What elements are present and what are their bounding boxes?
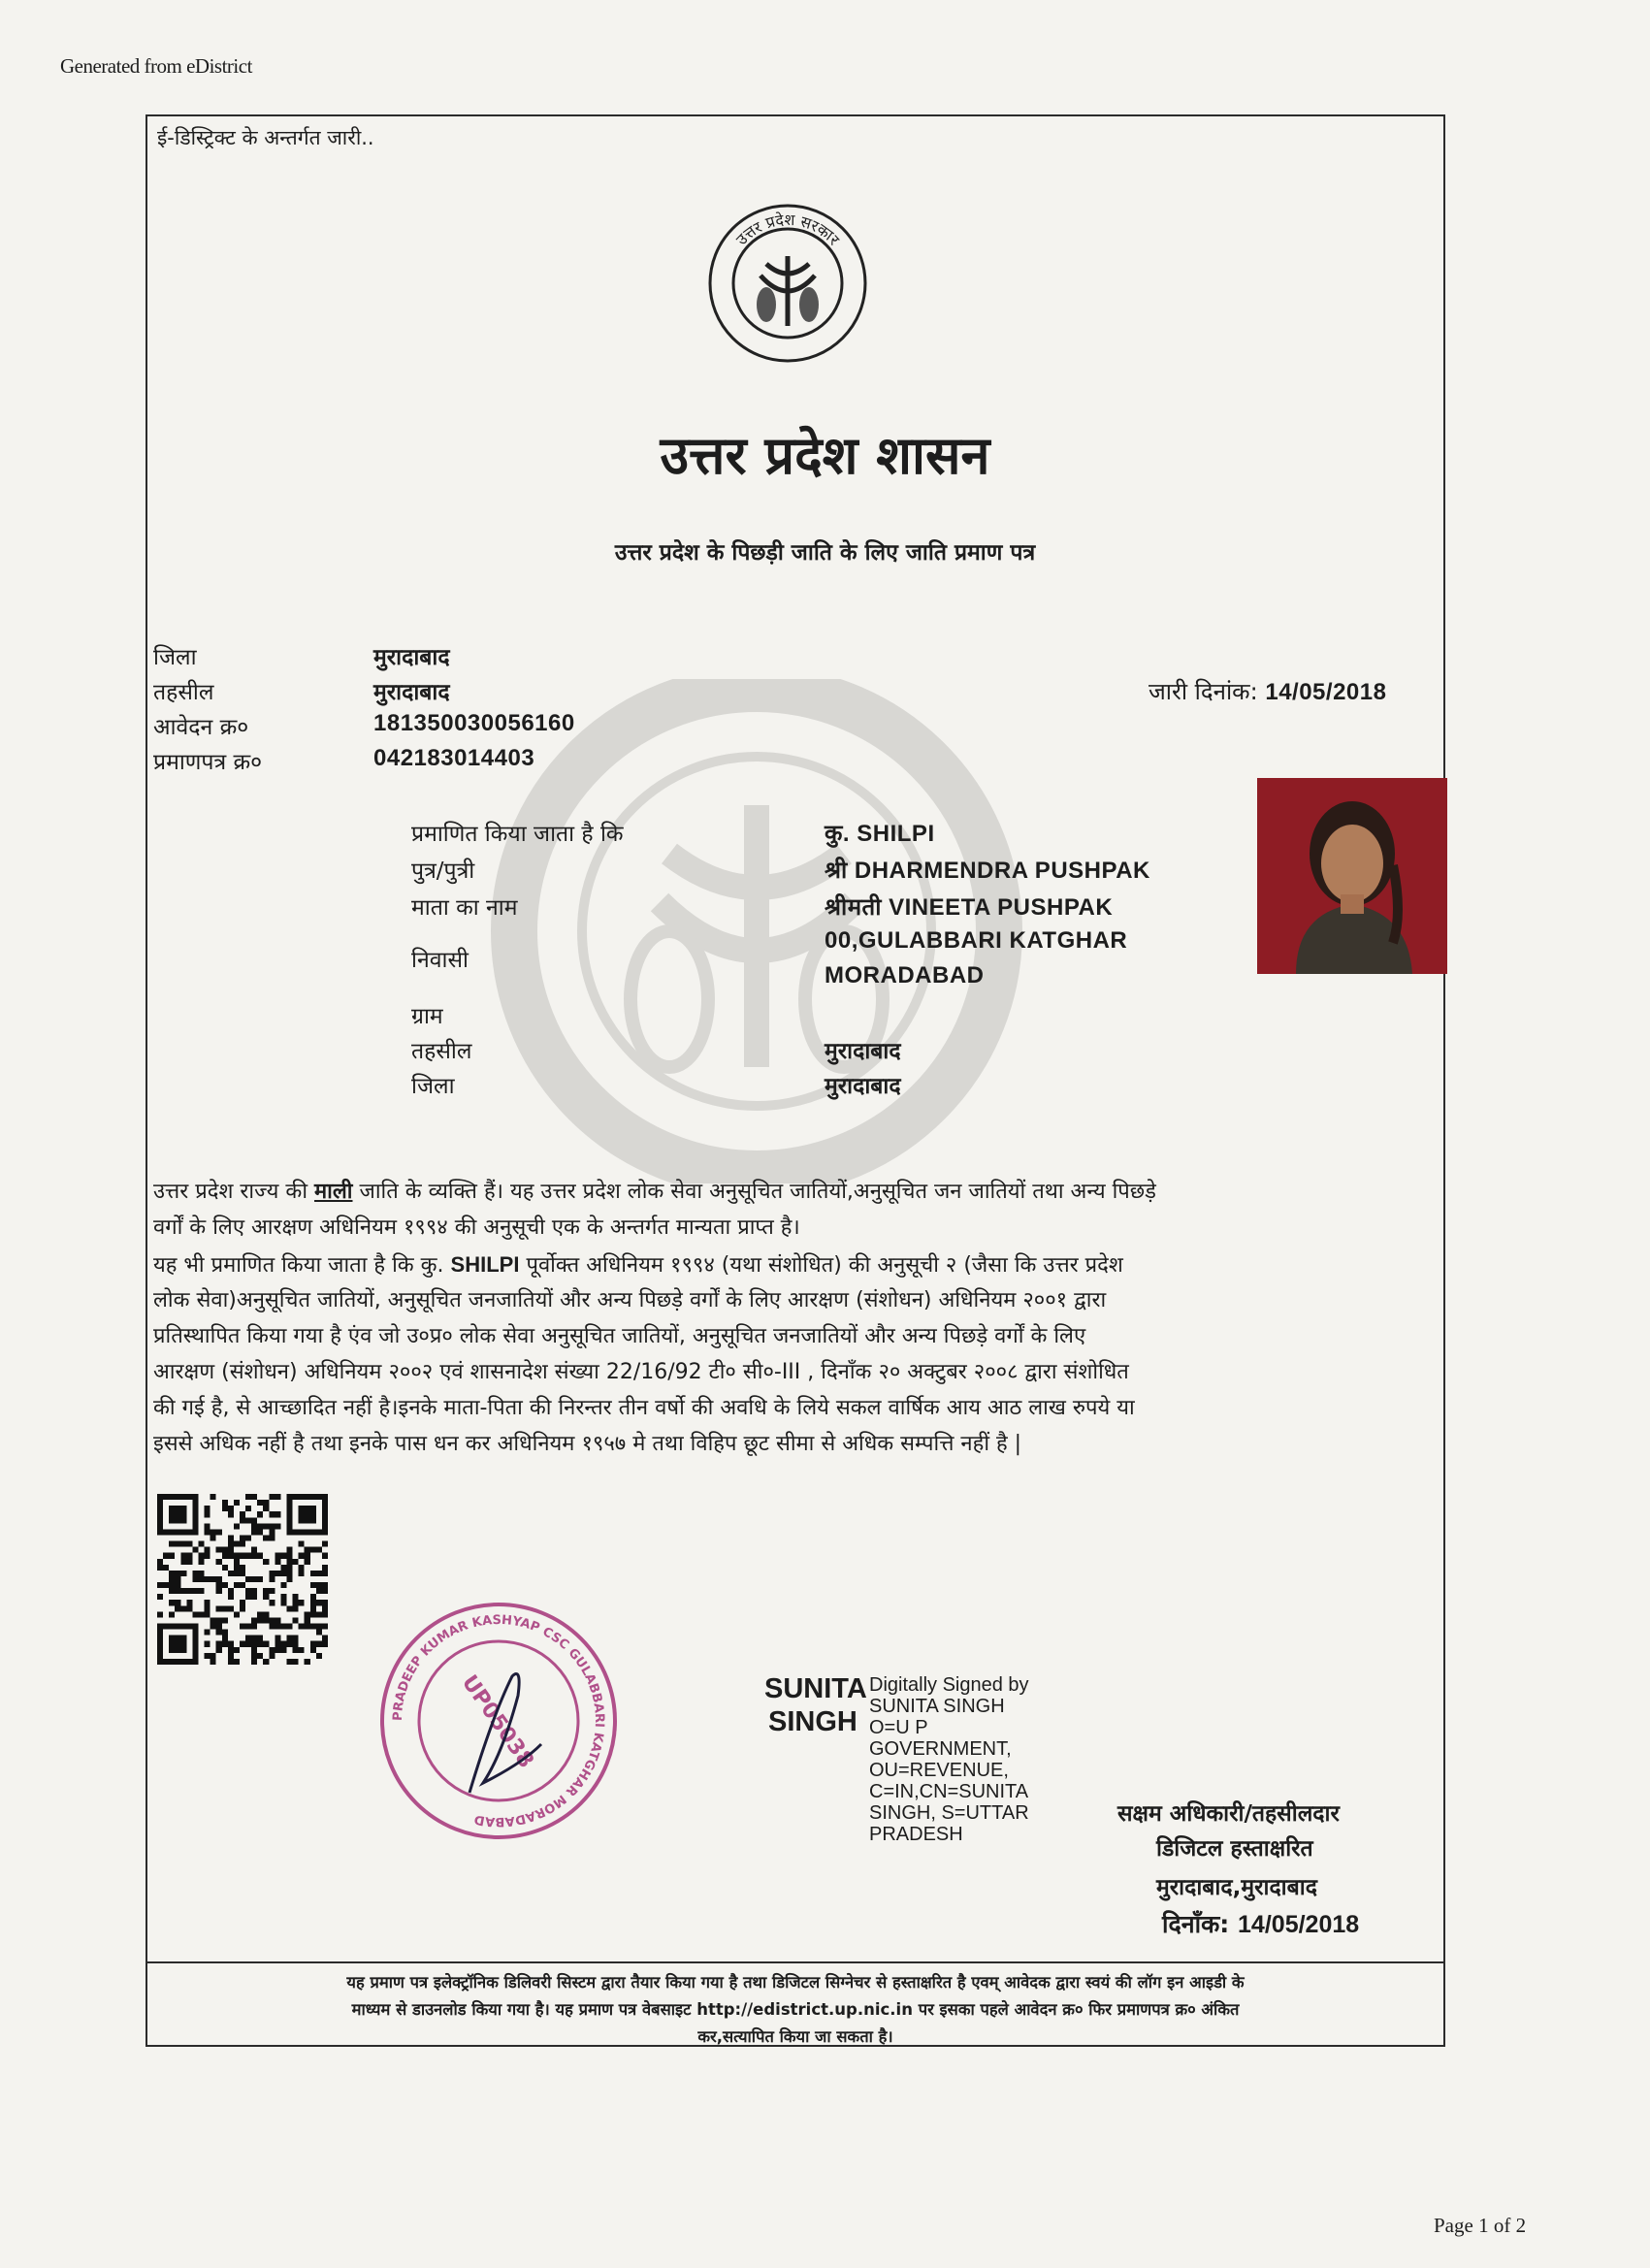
sig-line: SUNITA SINGH — [869, 1696, 1005, 1717]
caste-name: माली — [314, 1180, 353, 1204]
para2-line4: आरक्षण (संशोधन) अधिनियम २००२ एवं शासनादेश संख्या 22/16/92 टी० सी०-III , दिनाँक २० अक्टुबर २००८ द्वारा संशोधित — [153, 1360, 1129, 1384]
applicant-name: कु. SHILPI — [825, 821, 935, 847]
stamp-center-text: UP05038 — [456, 1670, 538, 1773]
sig-line: SINGH, S=UTTAR — [869, 1802, 1029, 1824]
address-line2: MORADABAD — [825, 962, 985, 988]
signer-name-line2: SINGH — [768, 1706, 857, 1737]
certificate-title: उत्तर प्रदेश के पिछड़ी जाति के लिए जाति प्रमाण पत्र — [614, 540, 1036, 566]
footer-line3: कर,सत्यापित किया जा सकता है। — [697, 2027, 893, 2046]
footer-line2: माध्यम से डाउनलोड किया गया है। यह प्रमाण पत्र वेबसाइट http://edistrict.up.nic.in पर इसका पहले आवेदन क्र० फिर प्रमाणपत्र क्र० अंकित — [351, 2000, 1240, 2019]
applicant-district-label: जिला — [411, 1074, 455, 1099]
footer-line1: यह प्रमाण पत्र इलेक्ट्रॉनिक डिलिवरी सिस्टम द्वारा तैयार किया गया है तथा डिजिटल सिग्नेचर से हस्ताक्षरित है एवम् आवेदक द्वारा स्वयं की लॉग इन आइडी के — [346, 1973, 1245, 1992]
digital-signature-details — [869, 1674, 1029, 1845]
officer-location: मुरादाबाद,मुरादाबाद — [1156, 1875, 1317, 1900]
page-number: Page 1 of 2 — [1434, 2214, 1527, 2237]
village-label: ग्राम — [411, 1004, 443, 1029]
sig-line: O=U P — [869, 1717, 928, 1738]
officer-title: सक्षम अधिकारी/तहसीलदार — [1117, 1801, 1340, 1827]
applicant-district-value: मुरादाबाद — [825, 1074, 901, 1099]
sig-line: PRADESH — [869, 1824, 963, 1845]
para1-line2: वर्गों के लिए आरक्षण अधिनियम १९९४ की अनुसूची एक के अन्तर्गत मान्यता प्राप्त है। — [153, 1215, 800, 1240]
signer-name-line1: SUNITA — [764, 1673, 867, 1704]
csc-round-stamp-icon — [376, 1599, 621, 1843]
residence-label: निवासी — [411, 948, 469, 973]
sig-line: Digitally Signed by — [869, 1674, 1029, 1696]
para2-line6: इससे अधिक नहीं है तथा इनके पास धन कर अधिनियम १९५७ मे तथा विहिप छूट सीमा से अधिक सम्पत्ति नहीं है | — [153, 1432, 1022, 1456]
mother-name: श्रीमती VINEETA PUSHPAK — [825, 894, 1114, 921]
para2-line5: की गई है, से आच्छादित नहीं है।इनके माता-पिता की निरन्तर तीन वर्षो की अवधि के लिये सकल वार्षिक आय आठ लाख रुपये या — [153, 1396, 1135, 1420]
certificate-no-label: प्रमाणपत्र क्र० — [153, 750, 263, 775]
district-label: जिला — [153, 645, 197, 670]
address-line1: 00,GULABBARI KATGHAR — [825, 927, 1128, 954]
para2-line3: प्रतिस्थापित किया गया है एंव जो उ०प्र० लोक सेवा अनुसूचित जातियों, अनुसूचित जनजातियों और अन्य पिछड़े वर्गों के लिए — [153, 1324, 1086, 1348]
signer-name — [764, 1672, 867, 1738]
certificate-no-value: 042183014403 — [373, 745, 535, 771]
application-no-label: आवेदन क्र० — [153, 715, 249, 740]
issue-date — [1149, 675, 1386, 707]
para1-line1 — [153, 1174, 1156, 1210]
sig-line: C=IN,CN=SUNITA — [869, 1781, 1029, 1802]
generated-from-header: Generated from eDistrict — [60, 54, 252, 78]
applicant-photo — [1257, 778, 1447, 974]
application-no-value: 181350030056160 — [373, 710, 575, 736]
applicant-tehsil-value: मुरादाबाद — [825, 1039, 901, 1064]
para1-text-a: उत्तर प्रदेश राज्य की — [153, 1180, 315, 1204]
parent-label: पुत्र/पुत्री — [411, 859, 475, 884]
government-title: उत्तर प्रदेश शासन — [660, 425, 990, 486]
officer-date — [1162, 1907, 1359, 1940]
tehsil-label: तहसील — [153, 680, 214, 705]
issue-date-label: जारी दिनांक: — [1149, 678, 1258, 705]
svg-text:उत्तर प्रदेश सरकार: उत्तर प्रदेश सरकार — [731, 210, 844, 249]
father-name: श्री DHARMENDRA PUSHPAK — [825, 858, 1150, 884]
stamp-outer-text: PRADEEP KUMAR KASHYAP CSC GULABBARI KATGHAR MORADABAD — [390, 1612, 607, 1830]
officer-signature-type: डिजिटल हस्ताक्षरित — [1156, 1836, 1313, 1862]
certified-label: प्रमाणित किया जाता है कि — [411, 822, 624, 847]
para2-text-a: यह भी प्रमाणित किया जाता है कि कु. — [153, 1253, 451, 1278]
mother-label: माता का नाम — [411, 895, 518, 921]
officer-date-value: 14/05/2018 — [1238, 1911, 1360, 1938]
footer-divider — [147, 1961, 1443, 1963]
para1-text-b: जाति के व्यक्ति हैं। यह उत्तर प्रदेश लोक सेवा अनुसूचित जातियों,अनुसूचित जन जातियों तथा अन्य पिछड़े — [352, 1180, 1156, 1204]
sig-line: GOVERNMENT, — [869, 1738, 1012, 1760]
tehsil-value: मुरादाबाद — [373, 680, 450, 705]
issued-under-text: ई-डिस्ट्रिक्ट के अन्तर्गत जारी.. — [157, 126, 374, 149]
sig-line: OU=REVENUE, — [869, 1760, 1009, 1781]
issue-date-value: 14/05/2018 — [1265, 679, 1387, 705]
up-government-emblem-icon — [706, 202, 869, 365]
district-value: मुरादाबाद — [373, 645, 450, 670]
officer-date-label: दिनाँक: — [1162, 1910, 1230, 1938]
para2-line2: लोक सेवा)अनुसूचित जातियों, अनुसूचित जनजातियों और अन्य पिछड़े वर्गों के लिए आरक्षण (संशोधन) अधिनियम २००१ द्वारा — [153, 1288, 1107, 1312]
para2-applicant-name: SHILPI — [450, 1252, 520, 1277]
para2-line1 — [153, 1247, 1123, 1283]
applicant-tehsil-label: तहसील — [411, 1039, 472, 1064]
qr-code-icon — [157, 1494, 328, 1665]
para2-text-b: पूर्वोक्त अधिनियम १९९४ (यथा संशोधित) की अनुसूची २ (जैसा कि उत्तर प्रदेश — [519, 1253, 1123, 1278]
